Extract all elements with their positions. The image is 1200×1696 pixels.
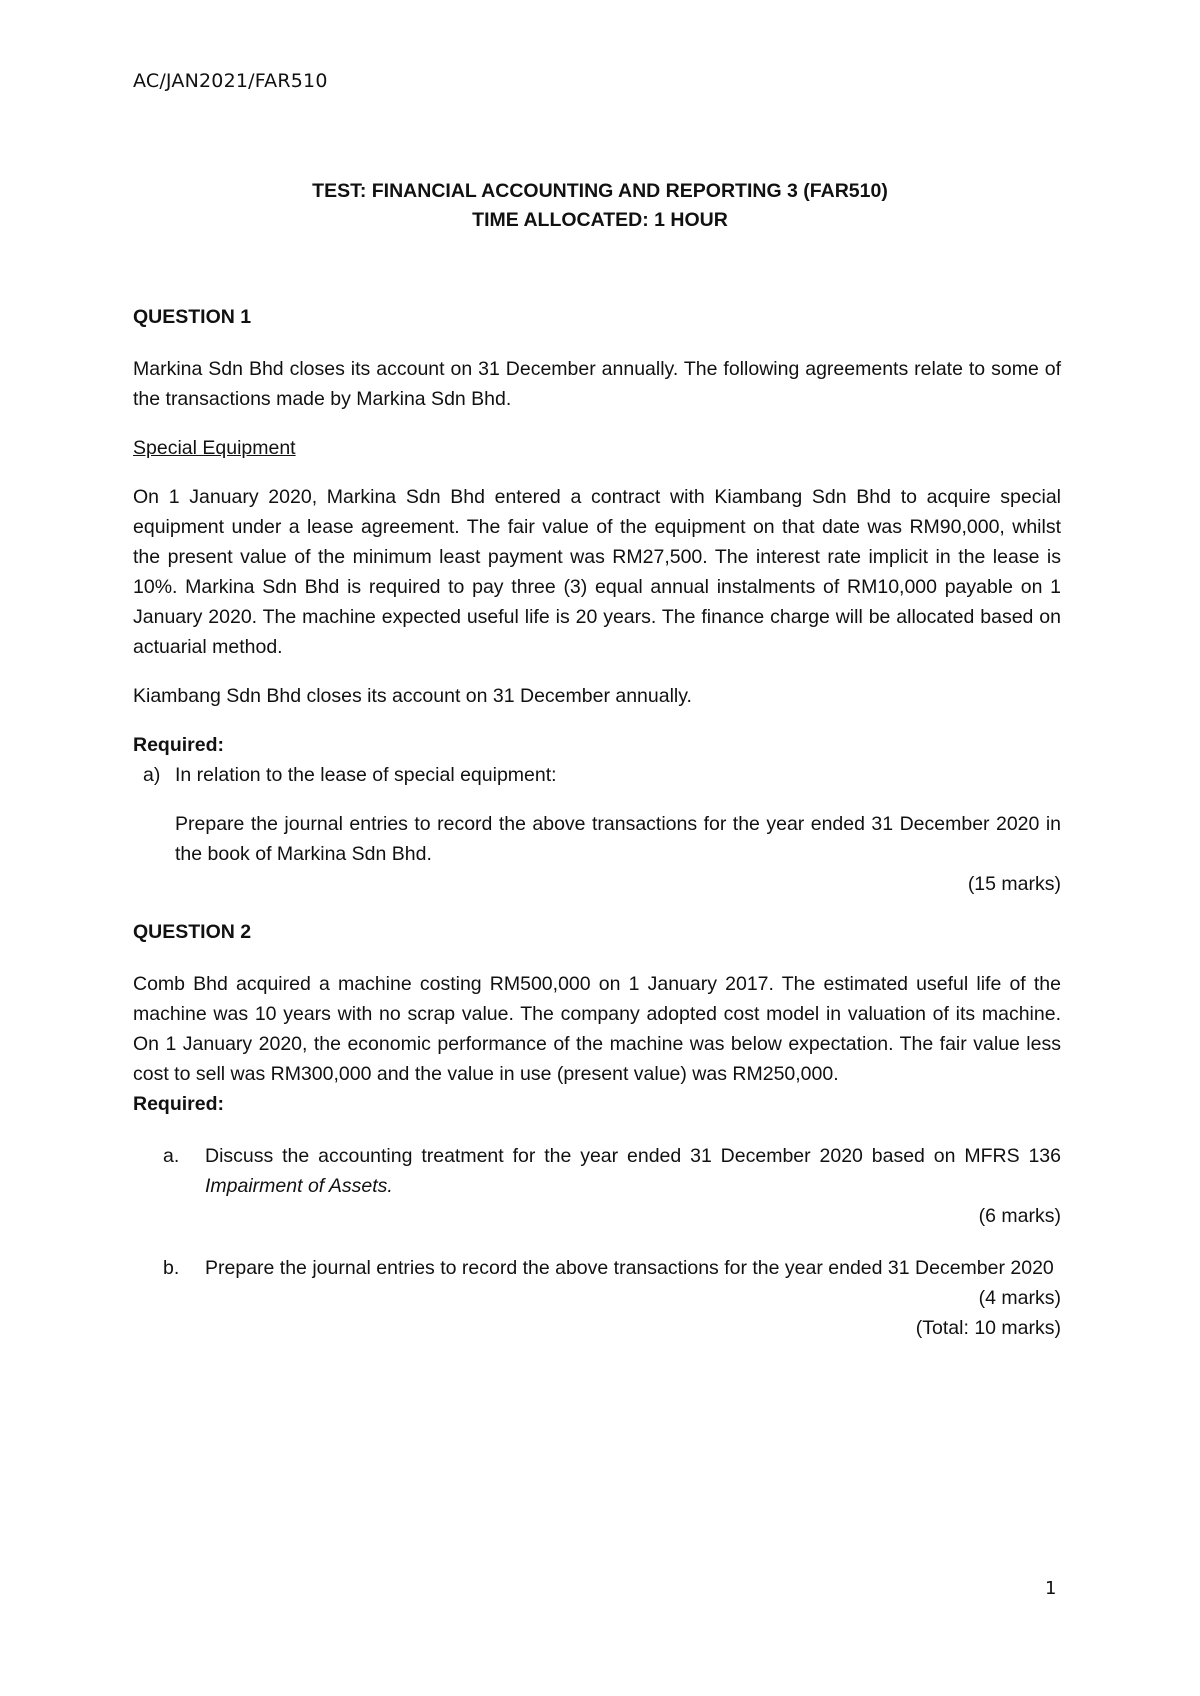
question-1-item-a [133,760,1061,790]
question-2-item-b [133,1253,1061,1283]
course-code-header: AC/JAN2021/FAR510 [133,70,328,92]
question-2 [133,917,1061,1343]
page-number: 1 [1045,1578,1057,1599]
question-1-item-a-marker: a) [143,764,161,786]
question-2-total-marks: (Total: 10 marks) [915,1317,1061,1339]
question-2-item-a-marker: a. [163,1145,180,1167]
question-2-item-b-text: Prepare the journal entries to record the above transactions for the year ended 31 December 2020 [205,1257,1054,1279]
question-1-required-label: Required: [133,734,225,756]
question-2-item-a-text-italic: Impairment of Assets. [205,1175,393,1197]
question-1-details: On 1 January 2020, Markina Sdn Bhd entered a contract with Kiambang Sdn Bhd to acquire special equipment under a lease agreement. The fair value of the equipment on that date was RM90,000, whilst the present value of the minimum least payment was RM27,500. The interest rate implicit in the lease is 10%. Markina Sdn Bhd is required to pay three (3) equal annual instalments of RM10,000 payable on 1 January 2020. The machine expected useful life is 20 years. The finance charge will be allocated based on actuarial method. [133,486,1061,658]
question-2-item-a-text [205,1141,1061,1201]
test-title: TEST: FINANCIAL ACCOUNTING AND REPORTING 3 (FAR510) [312,180,888,202]
question-2-required-label: Required: [133,1093,225,1115]
question-1-heading: QUESTION 1 [133,306,252,328]
question-2-body: Comb Bhd acquired a machine costing RM500,000 on 1 January 2017. The estimated useful life of the machine was 10 years with no scrap value. The company adopted cost model in valuation of its machine. On 1 January 2020, the economic performance of the machine was below expectation. The fair value less cost to sell was RM300,000 and the value in use (present value) was RM250,000. [133,973,1061,1085]
question-1-item-a-marks: (15 marks) [967,873,1061,895]
special-equipment-heading: Special Equipment [133,437,296,459]
question-1-item-a-text: In relation to the lease of special equipment: [175,764,557,786]
question-1-intro: Markina Sdn Bhd closes its account on 31 December annually. The following agreements relate to some of the transactions made by Markina Sdn Bhd. [133,358,1061,410]
question-2-item-a-text-main: Discuss the accounting treatment for the year ended 31 December 2020 based on MFRS 136 [205,1145,1061,1167]
question-2-heading: QUESTION 2 [133,921,252,943]
time-allocated: TIME ALLOCATED: 1 HOUR [472,209,728,231]
question-1-item-a-detail: Prepare the journal entries to record the above transactions for the year ended 31 December 2020 in the book of Markina Sdn Bhd. [175,813,1061,865]
question-2-item-b-marker: b. [163,1257,180,1279]
exam-content [133,302,1061,1343]
question-2-item-a-marks: (6 marks) [978,1205,1061,1227]
test-title-block [0,177,1200,235]
question-2-item-a [133,1141,1061,1201]
question-2-item-b-marks: (4 marks) [978,1287,1061,1309]
question-1 [133,302,1061,899]
lessor-note: Kiambang Sdn Bhd closes its account on 31 December annually. [133,685,692,707]
